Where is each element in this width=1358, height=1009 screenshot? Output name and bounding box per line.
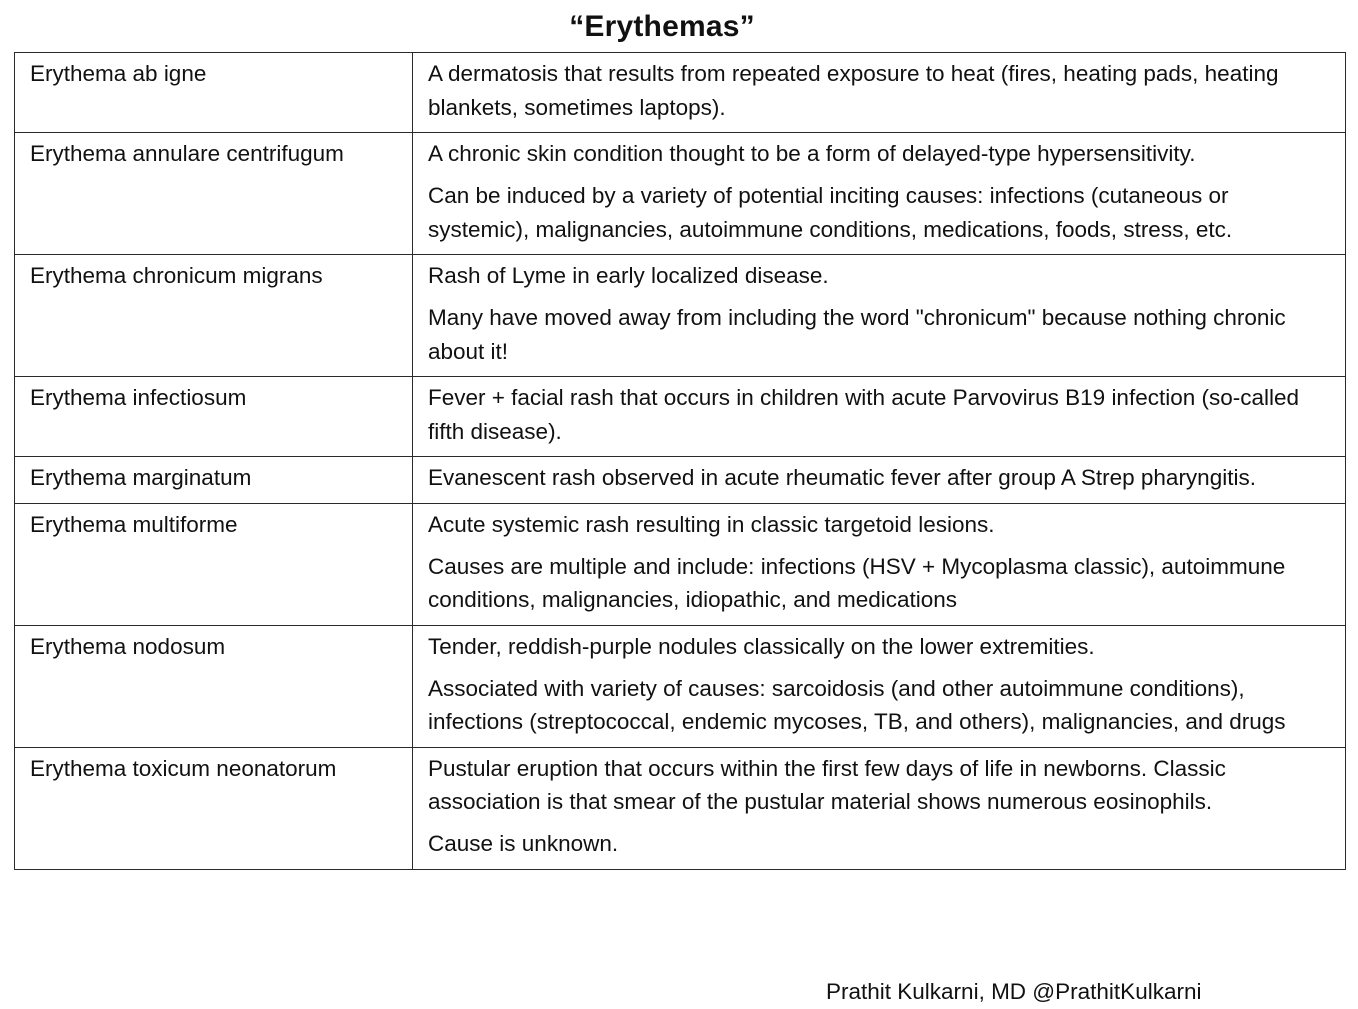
description-cell	[413, 747, 1346, 869]
description-paragraph: A chronic skin condition thought to be a form of delayed-type hypersensitivity.	[428, 141, 1196, 166]
table-row	[15, 255, 1346, 377]
term-cell: Erythema ab igne	[15, 53, 413, 133]
table-row	[15, 747, 1346, 869]
table-row	[15, 625, 1346, 747]
description-cell	[413, 53, 1346, 133]
description-cell	[413, 255, 1346, 377]
table-row	[15, 457, 1346, 504]
term-cell: Erythema nodosum	[15, 625, 413, 747]
table-row	[15, 377, 1346, 457]
table-row	[15, 53, 1346, 133]
description-cell	[413, 457, 1346, 504]
description-paragraph: Associated with variety of causes: sarcoidosis (and other autoimmune conditions), infections (streptococcal, endemic mycoses, TB, and others), malignancies, and drugs	[428, 675, 1286, 734]
term-cell: Erythema annulare centrifugum	[15, 133, 413, 255]
table-row	[15, 133, 1346, 255]
term-cell: Erythema toxicum neonatorum	[15, 747, 413, 869]
description-paragraph: Acute systemic rash resulting in classic targetoid lesions.	[428, 511, 995, 537]
description-paragraph: A dermatosis that results from repeated exposure to heat (fires, heating pads, heating blankets, sometimes laptops).	[428, 61, 1279, 120]
description-cell	[413, 377, 1346, 457]
table-row	[15, 503, 1346, 625]
description-paragraph: Can be induced by a variety of potential inciting causes: infections (cutaneous or systemic), malignancies, autoimmune conditions, medications, foods, stress, etc.	[428, 183, 1233, 242]
author-credit: Prathit Kulkarni, MD @PrathitKulkarni	[826, 979, 1202, 1004]
term-cell: Erythema multiforme	[15, 503, 413, 625]
description-paragraph: Many have moved away from including the word "chronicum" because nothing chronic about it!	[428, 305, 1286, 364]
erythema-table	[14, 52, 1346, 870]
description-cell	[413, 503, 1346, 625]
page-title: “Erythemas”	[569, 10, 755, 43]
term-cell: Erythema chronicum migrans	[15, 255, 413, 377]
term-cell: Erythema marginatum	[15, 457, 413, 504]
description-paragraph: Tender, reddish-purple nodules classically on the lower extremities.	[428, 633, 1095, 659]
description-paragraph: Cause is unknown.	[428, 831, 619, 856]
description-paragraph: Rash of Lyme in early localized disease.	[428, 263, 829, 288]
description-paragraph: Pustular eruption that occurs within the first few days of life in newborns. Classic association is that smear of the pustular material shows numerous eosinophils.	[428, 755, 1226, 814]
description-paragraph: Evanescent rash observed in acute rheumatic fever after group A Strep pharyngitis.	[428, 465, 1256, 490]
description-cell	[413, 133, 1346, 255]
description-paragraph: Fever + facial rash that occurs in children with acute Parvovirus B19 infection (so-called fifth disease).	[428, 385, 1300, 444]
description-paragraph: Causes are multiple and include: infections (HSV + Mycoplasma classic), autoimmune conditions, malignancies, idiopathic, and medications	[428, 553, 1286, 612]
description-cell	[413, 625, 1346, 747]
term-cell: Erythema infectiosum	[15, 377, 413, 457]
